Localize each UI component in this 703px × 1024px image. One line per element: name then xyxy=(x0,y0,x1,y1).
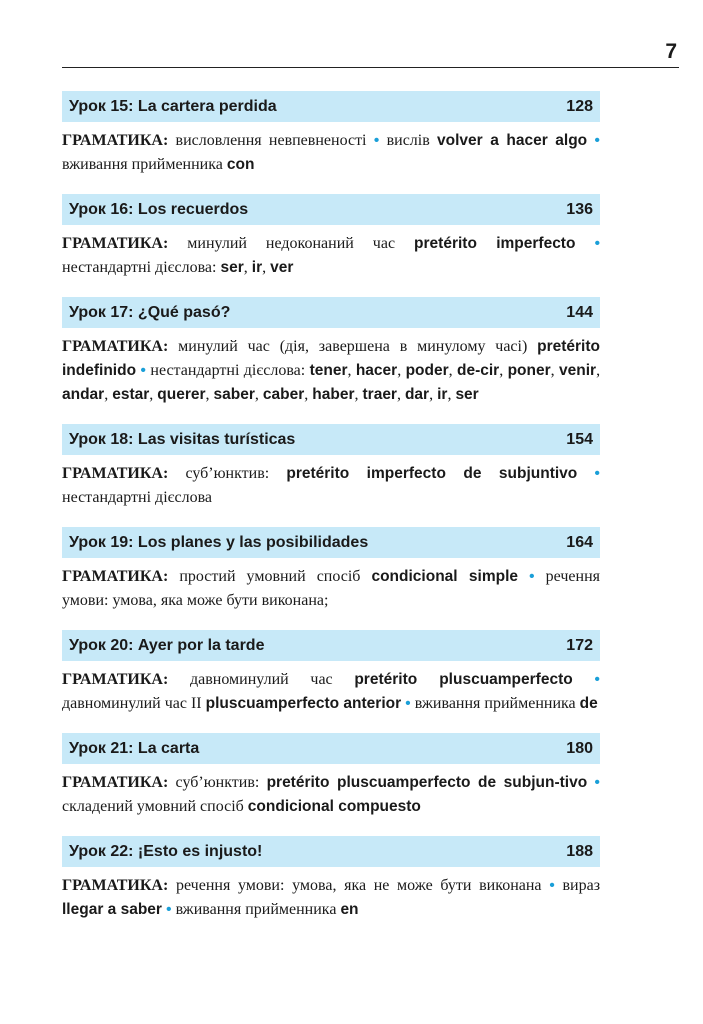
lesson-title: Урок 19: Los planes y las posibilidades xyxy=(69,533,369,551)
lesson-header xyxy=(62,424,600,455)
bullet-separator: • xyxy=(140,362,147,379)
grammar-text: висловлення невпевненості xyxy=(175,132,367,149)
grammar-description xyxy=(62,565,600,613)
lesson-page-number: 136 xyxy=(566,200,593,218)
lesson-header xyxy=(62,194,600,225)
spanish-term: querer xyxy=(157,386,206,403)
lesson-page-number: 128 xyxy=(566,97,593,115)
spanish-term: caber xyxy=(262,386,305,403)
grammar-text: , xyxy=(243,259,248,276)
spanish-term: llegar a saber xyxy=(62,901,162,918)
bullet-separator: • xyxy=(165,901,172,918)
grammar-text: нестандартні дієслова: xyxy=(150,362,306,379)
grammar-description xyxy=(62,462,600,510)
spanish-term: dar xyxy=(404,386,430,403)
lesson-entry xyxy=(62,733,600,819)
spanish-term: ver xyxy=(270,259,294,276)
grammar-text: , xyxy=(396,386,401,403)
grammar-label: ГРАМАТИКА: xyxy=(62,568,169,585)
grammar-description xyxy=(62,129,600,177)
lesson-page-number: 180 xyxy=(566,739,593,757)
lesson-title: Урок 15: La cartera perdida xyxy=(69,97,277,115)
lesson-list xyxy=(62,91,600,939)
bullet-separator: • xyxy=(594,465,601,482)
lesson-header xyxy=(62,297,600,328)
grammar-label: ГРАМАТИКА: xyxy=(62,671,169,688)
grammar-text: речення умови: умова, яка не може бути виконана xyxy=(175,877,542,894)
grammar-text: суб’юнктив: xyxy=(185,465,270,482)
grammar-text: простий умовний спосіб xyxy=(179,568,361,585)
spanish-term: tener xyxy=(309,362,348,379)
grammar-description xyxy=(62,874,600,922)
grammar-text: нестандартні дієслова xyxy=(62,489,213,506)
lesson-entry xyxy=(62,297,600,407)
grammar-text: , xyxy=(205,386,210,403)
spanish-term: volver a hacer algo xyxy=(437,132,588,149)
spanish-term: ir xyxy=(251,259,263,276)
grammar-label: ГРАМАТИКА: xyxy=(62,774,169,791)
spanish-term: ser xyxy=(220,259,244,276)
spanish-term: pluscuamperfecto anterior xyxy=(205,695,402,712)
grammar-text: , xyxy=(104,386,109,403)
lesson-entry xyxy=(62,630,600,716)
lesson-entry xyxy=(62,424,600,510)
grammar-text: , xyxy=(448,362,453,379)
grammar-text: , xyxy=(447,386,452,403)
bullet-separator: • xyxy=(594,671,601,688)
grammar-description xyxy=(62,771,600,819)
grammar-text: минулий час (дія, завершена в минулому часі) xyxy=(178,338,528,355)
spanish-term: en xyxy=(340,901,359,918)
lesson-header xyxy=(62,527,600,558)
spanish-term: de xyxy=(579,695,598,712)
bullet-separator: • xyxy=(405,695,411,712)
grammar-text: , xyxy=(262,259,267,276)
spanish-term: pretérito pluscuamperfecto de subjun-tivo xyxy=(266,774,588,791)
grammar-label: ГРАМАТИКА: xyxy=(62,877,169,894)
grammar-text: , xyxy=(397,362,402,379)
spanish-term: venir xyxy=(559,362,597,379)
grammar-label: ГРАМАТИКА: xyxy=(62,235,169,252)
lesson-page-number: 172 xyxy=(566,636,593,654)
grammar-description xyxy=(62,335,600,407)
grammar-text: , xyxy=(354,386,359,403)
grammar-text: вираз xyxy=(562,877,601,894)
grammar-text: суб’юнктив: xyxy=(175,774,260,791)
spanish-term: ser xyxy=(455,386,479,403)
lesson-page-number: 188 xyxy=(566,842,593,860)
page-number: 7 xyxy=(665,40,677,63)
lesson-header xyxy=(62,91,600,122)
spanish-term: pretérito imperfecto xyxy=(414,235,576,252)
grammar-text: минулий недоконаний час xyxy=(187,235,396,252)
lesson-header xyxy=(62,836,600,867)
bullet-separator: • xyxy=(594,774,601,791)
lesson-entry xyxy=(62,836,600,922)
lesson-title: Урок 22: ¡Esto es injusto! xyxy=(69,842,263,860)
spanish-term: poner xyxy=(507,362,551,379)
spanish-term: traer xyxy=(362,386,397,403)
lesson-header xyxy=(62,630,600,661)
grammar-text: вживання прийменника xyxy=(62,156,223,173)
lesson-header xyxy=(62,733,600,764)
grammar-text: , xyxy=(149,386,154,403)
spanish-term: de-cir xyxy=(457,362,500,379)
grammar-text: давноминулий час xyxy=(190,671,333,688)
spanish-term: pretérito imperfecto de subjuntivo xyxy=(286,465,578,482)
grammar-text: нестандартні дієслова: xyxy=(62,259,217,276)
lesson-page-number: 144 xyxy=(566,303,593,321)
grammar-text: , xyxy=(550,362,555,379)
grammar-text: , xyxy=(429,386,434,403)
spanish-term: saber xyxy=(213,386,255,403)
lesson-entry xyxy=(62,527,600,613)
grammar-label: ГРАМАТИКА: xyxy=(62,465,169,482)
lesson-title: Урок 18: Las visitas turísticas xyxy=(69,430,296,448)
grammar-text: вислів xyxy=(386,132,430,149)
bullet-separator: • xyxy=(373,132,380,149)
grammar-text: вживання прийменника xyxy=(414,695,576,712)
spanish-term: andar xyxy=(62,386,105,403)
lesson-title: Урок 20: Ayer por la tarde xyxy=(69,636,265,654)
grammar-text: , xyxy=(596,362,601,379)
lesson-title: Урок 16: Los recuerdos xyxy=(69,200,249,218)
spanish-term: hacer xyxy=(355,362,398,379)
grammar-text: , xyxy=(304,386,309,403)
bullet-separator: • xyxy=(594,132,600,149)
spanish-term: ir xyxy=(437,386,448,403)
spanish-term: poder xyxy=(405,362,449,379)
lesson-page-number: 164 xyxy=(566,533,593,551)
spanish-term: pretérito indefinido xyxy=(62,338,600,379)
grammar-text: речення умови: умова, яка може бути виконана; xyxy=(62,568,600,609)
top-rule xyxy=(62,67,679,68)
lesson-entry xyxy=(62,194,600,280)
spanish-term: estar xyxy=(112,386,150,403)
grammar-text: вживання прийменника xyxy=(175,901,337,918)
lesson-entry xyxy=(62,91,600,177)
lesson-title: Урок 21: La carta xyxy=(69,739,200,757)
grammar-label: ГРАМАТИКА: xyxy=(62,132,169,149)
grammar-text: , xyxy=(254,386,259,403)
lesson-page-number: 154 xyxy=(566,430,593,448)
grammar-text: давноминулий час II xyxy=(62,695,202,712)
bullet-separator: • xyxy=(549,877,555,894)
grammar-label: ГРАМАТИКА: xyxy=(62,338,169,355)
spanish-term: condicional simple xyxy=(371,568,519,585)
spanish-term: con xyxy=(226,156,255,173)
grammar-description xyxy=(62,668,600,716)
grammar-text: , xyxy=(499,362,504,379)
spanish-term: haber xyxy=(312,386,355,403)
grammar-text: , xyxy=(347,362,352,379)
spanish-term: condicional compuesto xyxy=(247,798,421,815)
spanish-term: pretérito pluscuamperfecto xyxy=(354,671,573,688)
grammar-text: складений умовний спосіб xyxy=(62,798,244,815)
grammar-description xyxy=(62,232,600,280)
lesson-title: Урок 17: ¿Qué pasó? xyxy=(69,303,231,321)
bullet-separator: • xyxy=(594,235,601,252)
bullet-separator: • xyxy=(529,568,535,585)
